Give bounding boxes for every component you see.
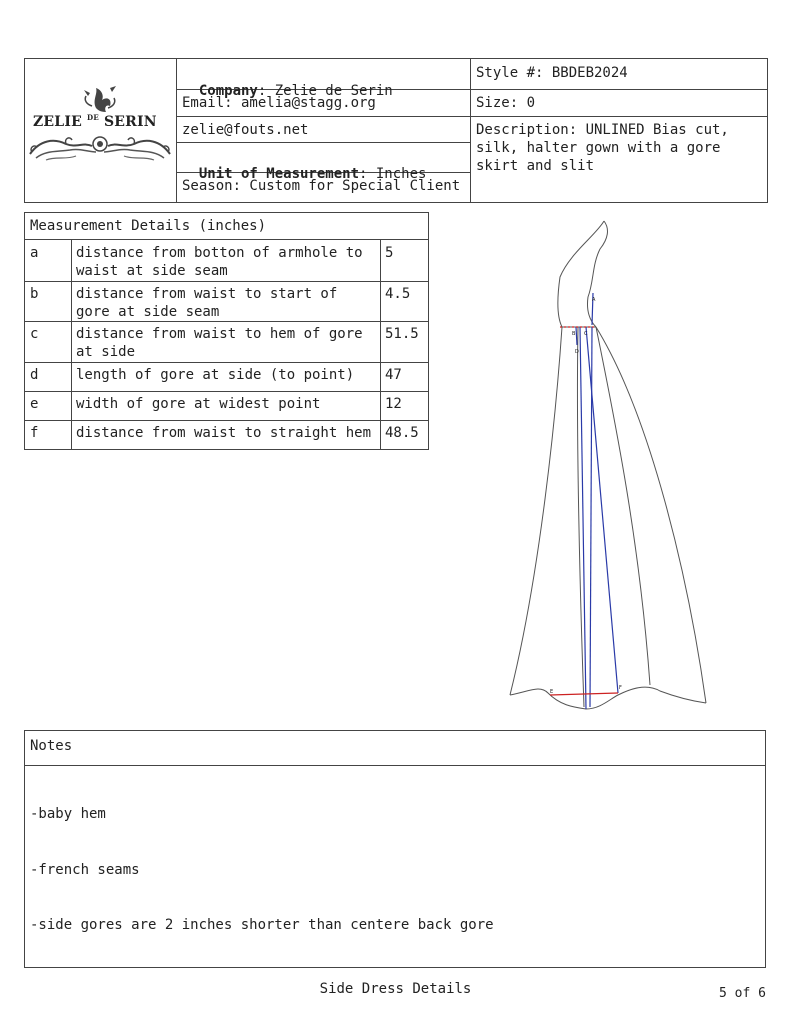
measurement-title: Measurement Details (inches)	[30, 218, 267, 234]
skirt-right	[596, 327, 706, 703]
label-b: B	[572, 331, 576, 337]
label-f: F	[619, 685, 622, 691]
dress-sketch	[500, 215, 720, 715]
note-line: -french seams	[30, 861, 140, 878]
row-f-key: f	[30, 425, 39, 441]
row-a-desc: distance from botton of armhole to waist at side seam	[76, 245, 372, 279]
notes-title: Notes	[30, 738, 73, 754]
hem-line	[510, 687, 706, 709]
dragon-crest-icon	[26, 60, 174, 200]
row-b-desc: distance from waist to start of gore at side seam	[76, 286, 346, 320]
style-cell: Style #: BBDEB2024	[476, 65, 628, 81]
footer-title: Side Dress Details	[319, 981, 472, 997]
email-cell: Email: amelia@stagg.org	[182, 95, 376, 111]
row-d-value: 47	[385, 367, 402, 383]
uom-value: : Inches	[359, 166, 427, 182]
measure-c-line	[580, 327, 586, 709]
page-number: 5 of 6	[719, 986, 766, 1001]
row-e-value: 12	[385, 396, 402, 412]
row-f-value: 48.5	[385, 425, 419, 441]
label-a: A	[592, 297, 596, 303]
note-line: -baby hem	[30, 806, 106, 822]
size-cell: Size: 0	[476, 95, 536, 111]
row-c-key: c	[30, 326, 39, 342]
row-c-value: 51.5	[385, 326, 419, 342]
logo-name: SERIN	[103, 114, 157, 130]
logo-brand: ZELIE	[33, 114, 82, 130]
logo-de: DE	[87, 113, 99, 122]
label-c: C	[584, 331, 588, 337]
email2-cell: zelie@fouts.net	[182, 122, 309, 138]
row-d-desc: length of gore at side (to point)	[76, 367, 355, 383]
season-cell: Season: Custom for Special Client	[182, 178, 461, 194]
label-d: D	[575, 349, 579, 355]
skirt-left	[510, 327, 562, 695]
row-b-key: b	[30, 286, 39, 302]
description-cell: Description: UNLINED Bias cut, silk, halter gown with a gore skirt and slit	[476, 122, 738, 174]
uom-label: Unit of Measurement	[198, 166, 360, 182]
row-c-desc: distance from waist to hem of gore at side	[76, 326, 372, 360]
row-a-key: a	[30, 245, 39, 261]
company-logo	[26, 60, 174, 200]
row-f-desc: distance from waist to straight hem	[76, 425, 372, 441]
row-e-key: e	[30, 396, 39, 412]
note-line: -side gores are 2 inches shorter than centere back gore	[30, 917, 494, 933]
row-d-key: d	[30, 367, 39, 383]
row-e-desc: width of gore at widest point	[76, 396, 321, 412]
row-a-value: 5	[385, 245, 394, 261]
uom-cell	[177, 143, 469, 182]
gore-line	[596, 327, 650, 685]
notes-body	[30, 768, 750, 953]
company-cell	[177, 60, 469, 99]
bodice-outline	[558, 221, 604, 327]
company-value: : Zelie de Serin	[257, 83, 393, 99]
measure-b-line	[576, 327, 577, 345]
label-e: E	[550, 689, 554, 695]
company-label: Company	[198, 83, 258, 99]
row-b-value: 4.5	[385, 286, 411, 302]
